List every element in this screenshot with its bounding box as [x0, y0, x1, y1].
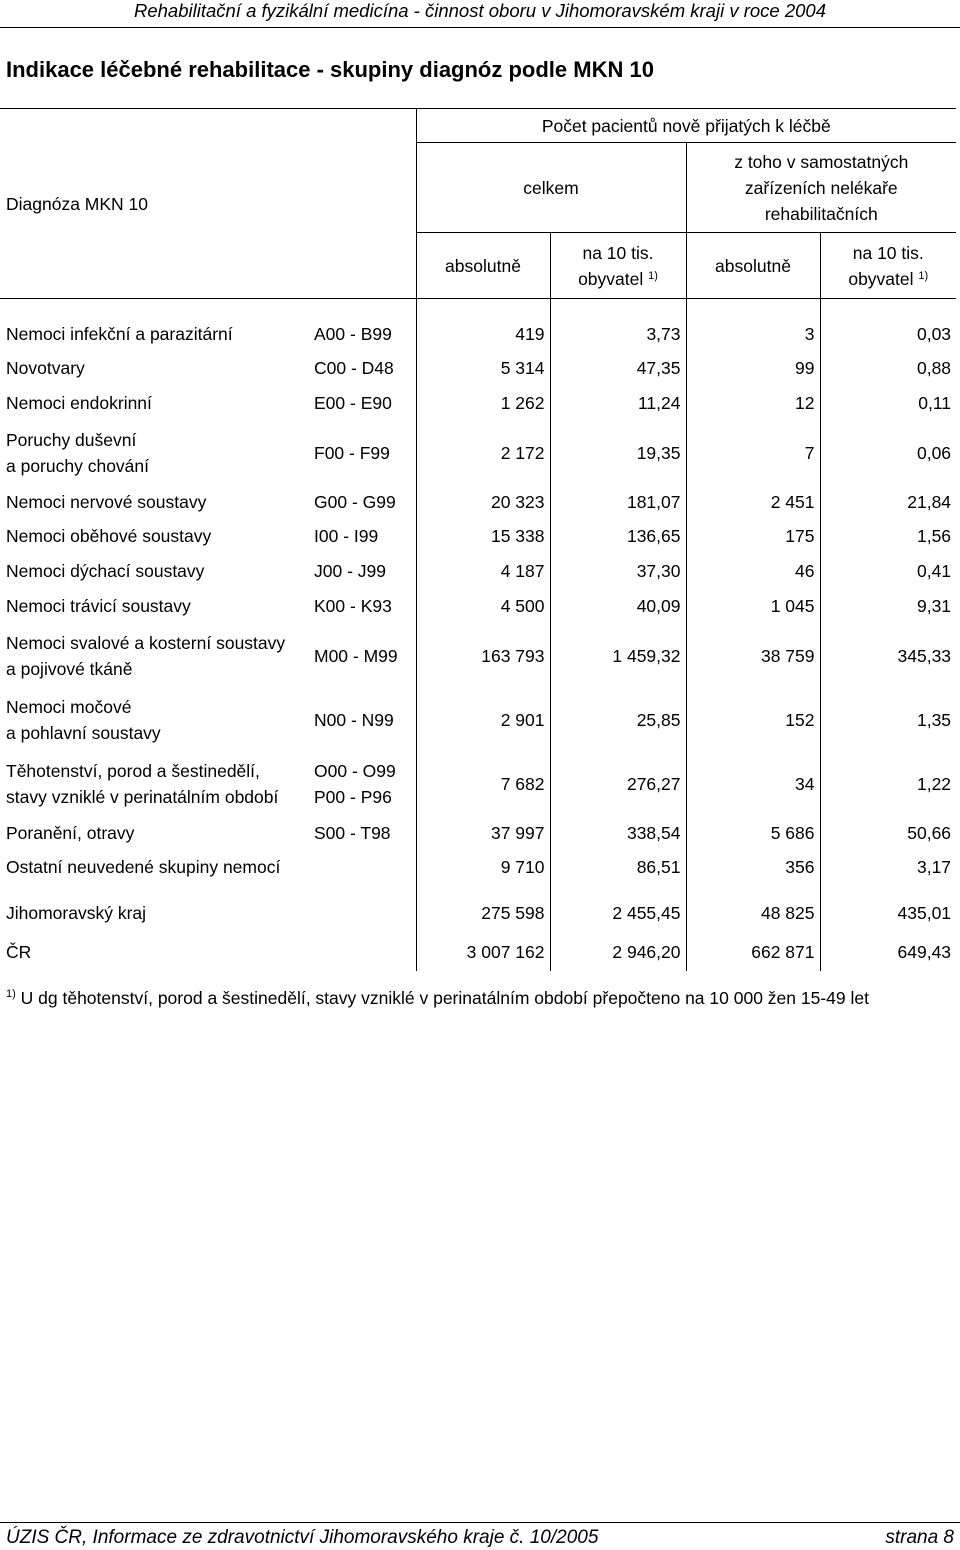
- row-name: Ostatní neuvedené skupiny nemocí: [6, 857, 281, 877]
- table-row: [0, 624, 956, 688]
- row-abs-subset: 12: [686, 386, 820, 421]
- row-rate-subset: 0,11: [820, 386, 956, 421]
- header-rate-line1: na 10 tis.: [582, 242, 654, 263]
- row-name: [0, 421, 314, 485]
- row-rate-subset: 0,88: [820, 351, 956, 386]
- row-abs-subset: 99: [686, 351, 820, 386]
- row-abs: 419: [416, 317, 550, 351]
- footer-rule: [0, 1522, 960, 1523]
- row-abs-subset: 3: [686, 317, 820, 351]
- row-abs: 4 187: [416, 554, 550, 589]
- row-rate-subset: 345,33: [820, 624, 956, 688]
- row-rate-subset: 1,56: [820, 519, 956, 554]
- row-abs-subset: 38 759: [686, 624, 820, 688]
- row-abs-subset: 152: [686, 688, 820, 752]
- row-code-line2: P00 - P96: [314, 786, 392, 807]
- row-abs: 7 682: [416, 752, 550, 816]
- table-row: [0, 386, 956, 421]
- page-header: Rehabilitační a fyzikální medicína - činnost oboru v Jihomoravském kraji v roce 2004: [133, 0, 826, 21]
- row-abs-subset: 356: [686, 850, 820, 885]
- table-row: [0, 752, 956, 816]
- total-abs-subset: 662 871: [686, 933, 820, 971]
- row-abs-subset: 46: [686, 554, 820, 589]
- row-code-line1: O00 - O99: [314, 760, 396, 781]
- header-subset-line1: z toho v samostatných: [734, 151, 909, 172]
- table-title: Indikace léčebné rehabilitace - skupiny diagnóz podle MKN 10: [6, 57, 654, 82]
- table-body: [0, 299, 956, 971]
- row-name-line2: a poruchy chování: [6, 455, 150, 476]
- table-row: [0, 554, 956, 589]
- row-name: Nemoci trávicí soustavy: [6, 596, 191, 616]
- row-abs-subset: 5 686: [686, 816, 820, 850]
- header-rate-line2: obyvatel: [848, 268, 914, 289]
- row-rate: 136,65: [550, 519, 686, 554]
- total-name: ČR: [6, 941, 32, 962]
- footnote: [6, 988, 869, 1009]
- header-abs-subset: absolutně: [686, 233, 820, 299]
- row-code: E00 - E90: [314, 393, 392, 413]
- row-name-line1: Nemoci močové: [6, 696, 132, 717]
- total-abs: 275 598: [416, 893, 550, 933]
- row-abs: 37 997: [416, 816, 550, 850]
- row-code: M00 - M99: [314, 645, 398, 666]
- row-name-line1: Nemoci svalové a kosterní soustavy: [6, 632, 286, 653]
- row-code: I00 - I99: [314, 526, 379, 546]
- page-number: strana 8: [885, 1527, 954, 1548]
- table-header: [0, 109, 956, 299]
- row-code: [314, 752, 416, 816]
- table-row: [0, 589, 956, 624]
- row-rate-subset: 9,31: [820, 589, 956, 624]
- table-row: [0, 688, 956, 752]
- row-abs: 2 172: [416, 421, 550, 485]
- row-abs-subset: 1 045: [686, 589, 820, 624]
- header-rate-sup: 1): [648, 269, 658, 282]
- table-row: [0, 850, 956, 885]
- header-subset: [686, 143, 956, 233]
- row-name: Nemoci nervové soustavy: [6, 491, 207, 512]
- total-rate-subset: 649,43: [820, 933, 956, 971]
- header-rule: [0, 27, 960, 28]
- total-row-country: [0, 933, 956, 971]
- row-rate: 25,85: [550, 688, 686, 752]
- row-name: Nemoci endokrinní: [6, 393, 152, 413]
- row-name: Nemoci oběhové soustavy: [6, 526, 212, 546]
- row-rate-subset: 0,03: [820, 317, 956, 351]
- row-abs: 1 262: [416, 386, 550, 421]
- row-rate: 11,24: [550, 386, 686, 421]
- row-abs-subset: 2 451: [686, 485, 820, 519]
- row-name-line2: stavy vzniklé v perinatálním období: [6, 786, 279, 807]
- total-row-region: [0, 893, 956, 933]
- row-name: Poranění, otravy: [6, 822, 135, 843]
- row-rate: 276,27: [550, 752, 686, 816]
- table-row: [0, 421, 956, 485]
- total-rate: 2 455,45: [550, 893, 686, 933]
- total-name: Jihomoravský kraj: [6, 902, 147, 923]
- header-subset-line2: zařízeních nelékaře: [744, 177, 898, 198]
- row-abs: 15 338: [416, 519, 550, 554]
- row-name: Nemoci infekční a parazitární: [6, 323, 233, 344]
- row-rate-subset: 21,84: [820, 485, 956, 519]
- row-rate-subset: 0,06: [820, 421, 956, 485]
- row-name-line1: Poruchy duševní: [6, 429, 137, 450]
- row-abs: 9 710: [416, 850, 550, 885]
- header-rate-line1: na 10 tis.: [852, 242, 924, 263]
- row-abs-subset: 7: [686, 421, 820, 485]
- row-name-line1: Těhotenství, porod a šestinedělí,: [6, 760, 260, 781]
- header-rate-subset: [820, 233, 956, 299]
- row-rate-subset: 1,35: [820, 688, 956, 752]
- row-rate-subset: 1,22: [820, 752, 956, 816]
- row-code: A00 - B99: [314, 323, 392, 344]
- row-name: [0, 688, 314, 752]
- total-abs: 3 007 162: [416, 933, 550, 971]
- row-rate: 47,35: [550, 351, 686, 386]
- row-rate: 40,09: [550, 589, 686, 624]
- row-code: S00 - T98: [314, 822, 391, 843]
- row-rate: 338,54: [550, 816, 686, 850]
- total-abs-subset: 48 825: [686, 893, 820, 933]
- footnote-mark: 1): [6, 988, 16, 1000]
- row-abs: 2 901: [416, 688, 550, 752]
- table-row: [0, 816, 956, 850]
- row-rate: 1 459,32: [550, 624, 686, 688]
- table-row: [0, 519, 956, 554]
- total-rate: 2 946,20: [550, 933, 686, 971]
- row-name: [0, 624, 314, 688]
- row-abs: 163 793: [416, 624, 550, 688]
- row-rate: 181,07: [550, 485, 686, 519]
- row-rate: 19,35: [550, 421, 686, 485]
- row-name: [0, 752, 314, 816]
- footer-source: ÚZIS ČR, Informace ze zdravotnictví Jihomoravského kraje č. 10/2005: [6, 1527, 599, 1548]
- total-rate-subset: 435,01: [820, 893, 956, 933]
- row-code: K00 - K93: [314, 596, 392, 616]
- header-rate-line2: obyvatel: [578, 268, 644, 289]
- footnote-text: U dg těhotenství, porod a šestinedělí, stavy vzniklé v perinatálním období přepočteno na 10 000 žen 15-49 let: [20, 988, 869, 1008]
- row-rate-subset: 3,17: [820, 850, 956, 885]
- row-rate-subset: 50,66: [820, 816, 956, 850]
- table-row: [0, 485, 956, 519]
- row-rate: 37,30: [550, 554, 686, 589]
- row-name-line2: a pohlavní soustavy: [6, 722, 161, 743]
- row-name: Nemoci dýchací soustavy: [6, 561, 205, 581]
- row-code: G00 - G99: [314, 491, 396, 512]
- row-name: Novotvary: [6, 358, 85, 378]
- row-rate-subset: 0,41: [820, 554, 956, 589]
- header-rate-sup: 1): [918, 269, 929, 282]
- row-rate: 86,51: [550, 850, 686, 885]
- row-code: C00 - D48: [314, 358, 394, 378]
- row-rate: 3,73: [550, 317, 686, 351]
- header-group: Počet pacientů nově přijatých k léčbě: [416, 109, 956, 143]
- row-abs: 20 323: [416, 485, 550, 519]
- table-row: [0, 351, 956, 386]
- row-abs-subset: 175: [686, 519, 820, 554]
- table-row: [0, 317, 956, 351]
- header-subset-line3: rehabilitačních: [764, 203, 878, 224]
- header-rate-total: [550, 233, 686, 299]
- row-abs-subset: 34: [686, 752, 820, 816]
- row-name-line2: a pojivové tkáně: [6, 658, 133, 679]
- row-abs: 5 314: [416, 351, 550, 386]
- header-abs-total: absolutně: [416, 233, 550, 299]
- header-total: celkem: [416, 143, 686, 233]
- row-abs: 4 500: [416, 589, 550, 624]
- header-diagnosis: Diagnóza MKN 10: [0, 109, 416, 299]
- row-code: J00 - J99: [314, 561, 386, 581]
- row-code: N00 - N99: [314, 709, 394, 730]
- diagnosis-table: [0, 108, 956, 971]
- row-code: F00 - F99: [314, 442, 390, 463]
